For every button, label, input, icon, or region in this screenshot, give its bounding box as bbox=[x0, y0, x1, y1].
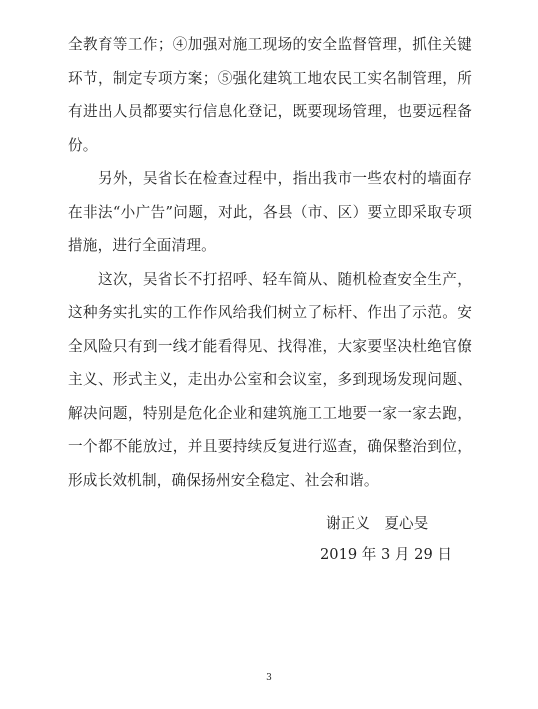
paragraph-1-line-2: 环节，制定专项方案；⑤强化建筑工地农民工实名制管理，所 bbox=[68, 69, 472, 87]
paragraph-3-line-7: 形成长效机制，确保扬州安全稳定、社会和谐。 bbox=[68, 471, 379, 489]
paragraph-3-line-4: 主义、形式主义，走出办公室和会议室，多到现场发现问题、 bbox=[68, 371, 472, 388]
signature: 谢正义 夏心旻 bbox=[326, 515, 429, 532]
paragraph-2-line-3: 措施，进行全面清理。 bbox=[68, 237, 216, 254]
paragraph-3-line-1: 这次，吴省长不打招呼、轻车简从、随机检查安全生产， bbox=[98, 270, 472, 288]
paragraph-1-line-1: 全教育等工作；④加强对施工现场的安全监督管理，抓住关键 bbox=[68, 36, 472, 53]
paragraph-3-line-3: 全风险只有到一线才能看得见、找得准，大家要坚决杜绝官僚 bbox=[68, 337, 472, 355]
page-number: 3 bbox=[266, 673, 272, 683]
paragraph-2-line-2: 在非法“小广告”问题，对此，各县（市、区）要立即采取专项 bbox=[68, 203, 472, 221]
paragraph-3-line-2: 这种务实扎实的工作作风给我们树立了标杆、作出了示范。安 bbox=[68, 304, 472, 321]
paragraph-1-line-3: 有进出人员都要实行信息化登记，既要现场管理，也要远程备 bbox=[68, 103, 472, 120]
paragraph-2-line-1: 另外，吴省长在检查过程中，指出我市一些农村的墙面存 bbox=[98, 170, 472, 187]
paragraph-3-line-6: 一个都不能放过，并且要持续反复进行巡查，确保整治到位， bbox=[68, 438, 472, 455]
date: 2019 年 3 月 29 日 bbox=[320, 546, 452, 563]
body-text bbox=[68, 28, 472, 497]
paragraph-3-line-5: 解决问题，特别是危化企业和建筑施工工地要一家一家去跑， bbox=[68, 404, 472, 422]
paragraph-1-line-4: 份。 bbox=[68, 136, 98, 154]
